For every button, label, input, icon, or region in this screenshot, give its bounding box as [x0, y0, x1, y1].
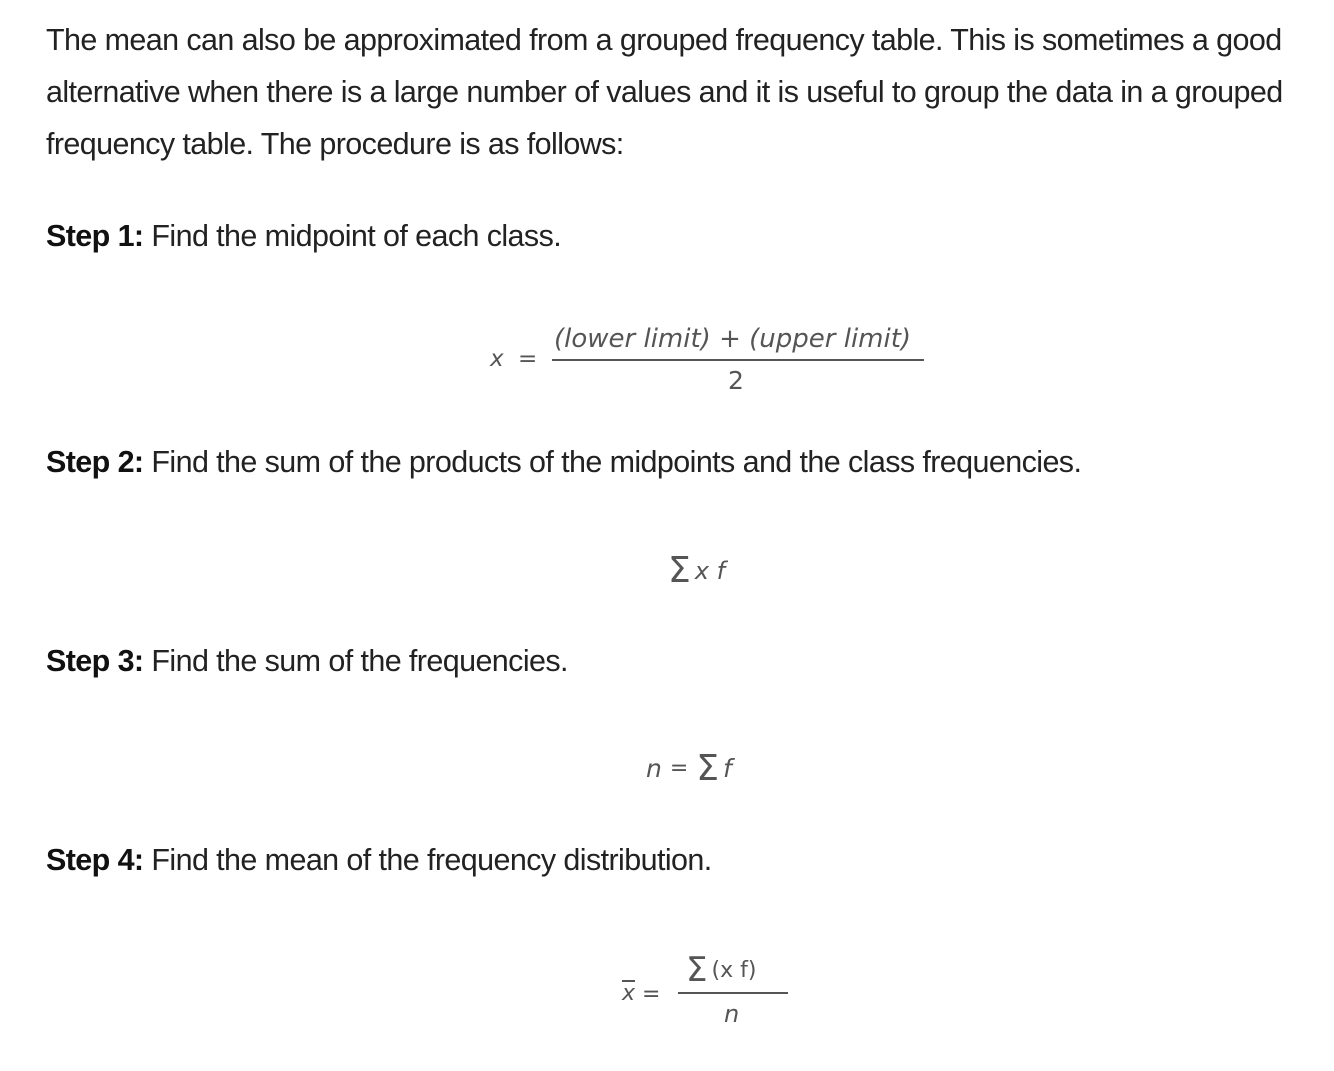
mean-denominator: n [724, 1000, 740, 1028]
intro-paragraph: The mean can also be approximated from a grouped frequency table. This is sometimes a good alternative when there is a large number of values and it is useful to group the data in a grouped frequency table. The procedure is as follows: [46, 23, 1283, 161]
step-4 [46, 840, 712, 880]
sigma-symbol: Σ [696, 748, 720, 789]
step-3-text: Find the sum of the frequencies. [143, 644, 568, 678]
mean-equation [620, 950, 800, 1040]
sigma-symbol: Σ [686, 950, 708, 990]
step-1 [46, 216, 561, 256]
step-3-label: Step 3: [46, 644, 144, 678]
midpoint-equation [488, 322, 928, 402]
n-sum-equals: = [669, 756, 689, 781]
midpoint-equals: = [518, 346, 538, 372]
n-sum-lhs: n [646, 754, 662, 783]
step-1-text: Find the midpoint of each class. [143, 219, 562, 253]
step-1-label: Step 1: [46, 219, 144, 253]
sum-xf-equation [668, 550, 725, 600]
step-4-text: Find the mean of the frequency distribution. [143, 843, 712, 877]
midpoint-lhs: x [490, 346, 504, 372]
step-2-label: Step 2: [46, 445, 144, 479]
mean-numerator [686, 950, 756, 990]
sum-xf-term: x f [694, 556, 726, 585]
step-3 [46, 641, 568, 681]
n-sum-term: f [723, 754, 732, 783]
midpoint-fraction-bar [552, 359, 924, 361]
step-2 [46, 442, 1081, 482]
step-4-label: Step 4: [46, 843, 144, 877]
mean-lhs-xbar: x [622, 981, 636, 1006]
sigma-symbol: Σ [668, 550, 691, 591]
n-sum-equation [646, 748, 732, 798]
midpoint-denominator: 2 [728, 366, 744, 395]
mean-equals: = [642, 982, 661, 1007]
step-2-text: Find the sum of the products of the midpoints and the class frequencies. [143, 445, 1082, 479]
mean-numerator-term: (x f) [711, 957, 757, 983]
mean-fraction-bar [678, 992, 788, 994]
midpoint-numerator: (lower limit) + (upper limit) [554, 324, 912, 354]
